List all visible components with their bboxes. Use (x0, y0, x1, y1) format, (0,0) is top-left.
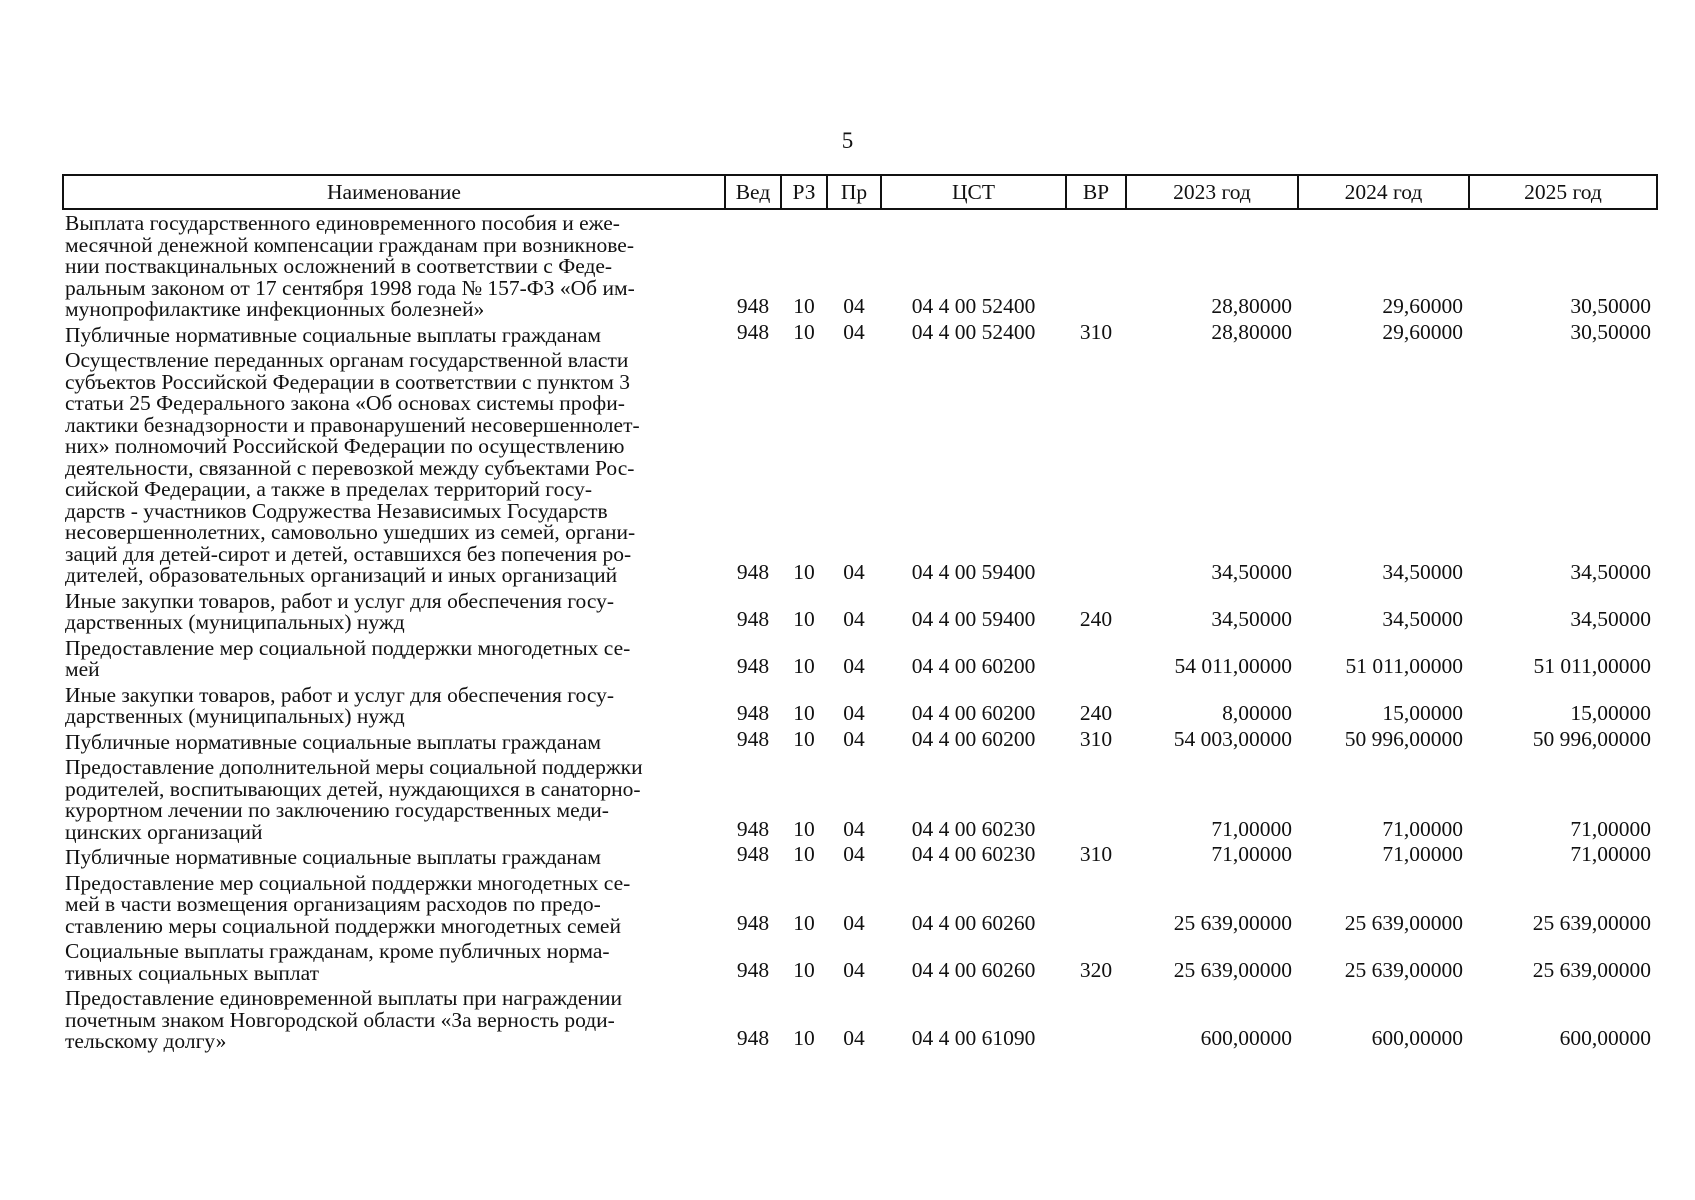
row-name-line: дарств - участников Содружества Независимых Государств (65, 498, 608, 523)
row-value-2023: 54 011,00000 (1174, 654, 1292, 678)
row-rz: 10 (793, 816, 815, 841)
row-name-line: Социальные выплаты гражданам, кроме публичных норма- (65, 939, 610, 963)
row-value-2025: 34,50000 (1570, 560, 1651, 584)
row-value-2023: 600,00000 (1200, 1026, 1292, 1050)
row-vr (1066, 347, 1126, 588)
row-name-line: мунопрофилактике инфекционных болезней» (65, 297, 485, 321)
page-number: 5 (841, 128, 854, 153)
row-value-2025: 25 639,00000 (1532, 957, 1651, 982)
row-pr: 04 (843, 910, 865, 935)
row-value-2025: 71,00000 (1570, 842, 1651, 866)
row-name-line: Предоставление мер социальной поддержки многодетных се- (65, 870, 631, 895)
row-name-line: тивных социальных выплат (65, 960, 319, 985)
row-name-line: Публичные нормативные социальные выплаты гражданам (65, 322, 601, 347)
row-rz: 10 (793, 726, 815, 751)
row-pr: 04 (843, 607, 865, 631)
header-rz: РЗ (781, 175, 827, 209)
row-value-2023: 28,80000 (1211, 294, 1292, 318)
table-row (63, 588, 1657, 635)
row-ved: 948 (736, 294, 770, 318)
row-name-line: Иные закупки товаров, работ и услуг для обеспечения госу- (65, 588, 614, 613)
row-name-line: деятельности, связанной с перевозкой между субъектами Рос- (65, 455, 635, 480)
row-vr: 310 (1079, 319, 1113, 344)
row-rz: 10 (793, 294, 815, 318)
row-value-2025: 15,00000 (1570, 701, 1651, 725)
table-row (63, 347, 1657, 588)
row-ved: 948 (736, 910, 770, 935)
row-name-line: Предоставление единовременной выплаты при награждении (65, 986, 622, 1010)
row-name (63, 635, 725, 682)
row-cst: 04 4 00 60200 (911, 726, 1036, 751)
table-row (63, 754, 1657, 844)
row-name-line: сийской Федерации, а также в пределах территорий госу- (65, 477, 593, 501)
row-name (63, 754, 725, 844)
row-name (63, 729, 725, 755)
row-pr: 04 (843, 294, 865, 318)
row-name-line: Публичные нормативные социальные выплаты гражданам (65, 729, 601, 754)
row-cst: 04 4 00 52400 (911, 294, 1036, 318)
table-row (63, 729, 1657, 755)
row-name (63, 844, 725, 870)
table-row (63, 844, 1657, 870)
row-cst: 04 4 00 59400 (911, 560, 1036, 584)
row-value-2024: 25 639,00000 (1344, 957, 1463, 982)
row-value-2024: 71,00000 (1382, 842, 1463, 866)
row-rz: 10 (793, 319, 815, 344)
row-ved: 948 (736, 842, 770, 866)
row-value-2025: 30,50000 (1570, 294, 1651, 318)
row-cst: 04 4 00 60260 (911, 957, 1036, 982)
row-name-line: лактики безнадзорности и правонарушений несовершеннолет- (65, 412, 640, 437)
row-pr: 04 (843, 319, 865, 344)
row-value-2025: 30,50000 (1570, 319, 1651, 344)
row-name (63, 985, 725, 1054)
row-name-line: почетным знаком Новгородской области «За верность роди- (65, 1007, 615, 1032)
row-cst: 04 4 00 60230 (911, 842, 1036, 866)
row-value-2025: 50 996,00000 (1532, 726, 1651, 751)
row-cst: 04 4 00 52400 (911, 319, 1036, 344)
row-vr (1066, 870, 1126, 939)
row-ved: 948 (736, 1026, 770, 1050)
header-vr: ВР (1066, 175, 1126, 209)
row-value-2024: 34,50000 (1382, 560, 1463, 584)
row-value-2025: 600,00000 (1559, 1026, 1651, 1050)
row-name-line: нии поствакцинальных осложнений в соответствии с Феде- (65, 254, 613, 278)
row-pr: 04 (843, 816, 865, 841)
row-value-2023: 8,00000 (1222, 701, 1292, 725)
row-ved: 948 (736, 319, 770, 344)
row-name (63, 322, 725, 348)
row-name-line: мей (65, 657, 100, 681)
table-row (63, 682, 1657, 729)
header-ved: Вед (725, 175, 781, 209)
header-name: Наименование (63, 175, 725, 209)
row-name-line: месячной денежной компенсации гражданам при возникнове- (65, 232, 634, 257)
row-name-line: Предоставление мер социальной поддержки многодетных се- (65, 635, 631, 660)
row-ved: 948 (736, 816, 770, 841)
row-rz: 10 (793, 957, 815, 982)
row-vr (1066, 209, 1126, 322)
row-cst: 04 4 00 60260 (911, 910, 1036, 935)
row-pr: 04 (843, 957, 865, 982)
table-row (63, 938, 1657, 985)
row-cst: 04 4 00 60230 (911, 816, 1036, 841)
table-body (63, 209, 1657, 1054)
row-name-line: Иные закупки товаров, работ и услуг для обеспечения госу- (65, 682, 614, 707)
row-cst: 04 4 00 60200 (911, 654, 1036, 678)
row-name (63, 347, 725, 588)
row-value-2023: 54 003,00000 (1173, 726, 1292, 751)
row-name-line: цинских организаций (65, 819, 263, 844)
row-vr: 240 (1079, 701, 1113, 725)
budget-table (62, 174, 1658, 1054)
row-pr: 04 (843, 701, 865, 725)
row-name-line: мей в части возмещения организациям расходов по предо- (65, 892, 601, 916)
row-rz: 10 (793, 701, 815, 725)
row-vr (1066, 985, 1126, 1054)
row-vr: 240 (1079, 607, 1113, 631)
row-name-line: Выплата государственного единовременного пособия и еже- (65, 211, 620, 235)
row-value-2023: 71,00000 (1211, 816, 1292, 841)
row-value-2025: 34,50000 (1570, 607, 1651, 631)
row-name (63, 588, 725, 635)
row-name-line: Осуществление переданных органам государственной власти (65, 348, 629, 372)
row-vr: 320 (1079, 957, 1113, 982)
row-name-line: Публичные нормативные социальные выплаты гражданам (65, 845, 601, 869)
row-vr (1066, 635, 1126, 682)
row-rz: 10 (793, 1026, 815, 1050)
row-name-line: статьи 25 Федерального закона «Об основах системы профи- (65, 391, 625, 415)
row-name-line: курортном лечении по заключению государственных меди- (65, 798, 609, 822)
row-value-2025: 51 011,00000 (1533, 654, 1651, 678)
table-row (63, 985, 1657, 1054)
row-cst: 04 4 00 59400 (911, 607, 1036, 631)
row-ved: 948 (736, 607, 770, 631)
row-value-2023: 28,80000 (1211, 319, 1292, 344)
row-value-2023: 71,00000 (1211, 842, 1292, 866)
header-2023: 2023 год (1126, 175, 1298, 209)
row-pr: 04 (843, 1026, 865, 1050)
header-cst: ЦСТ (881, 175, 1066, 209)
row-name-line: тельскому долгу» (65, 1029, 227, 1053)
row-ved: 948 (736, 701, 770, 725)
row-name (63, 938, 725, 985)
row-name-line: родителей, воспитывающих детей, нуждающихся в санаторно- (65, 776, 641, 801)
row-ved: 948 (736, 654, 770, 678)
row-cst: 04 4 00 61090 (911, 1026, 1036, 1050)
row-rz: 10 (793, 842, 815, 866)
row-value-2023: 34,50000 (1211, 607, 1292, 631)
row-rz: 10 (793, 654, 815, 678)
row-vr: 310 (1079, 842, 1113, 866)
row-value-2024: 51 011,00000 (1345, 654, 1463, 678)
table-row (63, 635, 1657, 682)
row-ved: 948 (736, 957, 770, 982)
row-value-2023: 25 639,00000 (1173, 910, 1292, 935)
row-name-line: Предоставление дополнительной меры социальной поддержки (65, 755, 643, 779)
row-name (63, 209, 725, 322)
header-2024: 2024 год (1298, 175, 1469, 209)
row-name-line: дителей, образовательных организаций и иных организаций (65, 563, 618, 587)
row-value-2024: 71,00000 (1382, 816, 1463, 841)
row-vr: 310 (1079, 726, 1113, 751)
header-pr: Пр (827, 175, 881, 209)
row-pr: 04 (843, 654, 865, 678)
row-value-2024: 29,60000 (1382, 319, 1463, 344)
row-ved: 948 (736, 560, 770, 584)
row-value-2024: 25 639,00000 (1344, 910, 1463, 935)
table-row (63, 870, 1657, 939)
row-value-2025: 71,00000 (1570, 816, 1651, 841)
row-name-line: дарственных (муниципальных) нужд (65, 704, 405, 728)
header-2025: 2025 год (1469, 175, 1657, 209)
row-value-2025: 25 639,00000 (1532, 910, 1651, 935)
row-name-line: них» полномочий Российской Федерации по осуществлению (65, 434, 625, 458)
row-value-2024: 600,00000 (1371, 1026, 1463, 1050)
row-name-line: заций для детей-сирот и детей, оставшихся без попечения ро- (65, 541, 632, 566)
table-header-row (63, 175, 1657, 209)
row-value-2024: 34,50000 (1382, 607, 1463, 631)
row-name-line: несовершеннолетних, самовольно ушедших из семей, органи- (65, 520, 636, 544)
row-name-line: субъектов Российской Федерации в соответствии с пунктом 3 (65, 369, 630, 394)
row-pr: 04 (843, 726, 865, 751)
row-name-line: ральным законом от 17 сентября 1998 года № 157-ФЗ «Об им- (65, 275, 635, 300)
row-name-line: дарственных (муниципальных) нужд (65, 610, 405, 634)
row-rz: 10 (793, 607, 815, 631)
row-rz: 10 (793, 910, 815, 935)
table-row (63, 209, 1657, 322)
row-name (63, 682, 725, 729)
row-pr: 04 (843, 560, 865, 584)
table-row (63, 322, 1657, 348)
row-name (63, 870, 725, 939)
row-ved: 948 (736, 726, 770, 751)
row-value-2023: 34,50000 (1211, 560, 1292, 584)
row-value-2023: 25 639,00000 (1173, 957, 1292, 982)
row-vr (1066, 754, 1126, 844)
row-value-2024: 15,00000 (1382, 701, 1463, 725)
row-value-2024: 50 996,00000 (1344, 726, 1463, 751)
row-value-2024: 29,60000 (1382, 294, 1463, 318)
row-cst: 04 4 00 60200 (911, 701, 1036, 725)
row-pr: 04 (843, 842, 865, 866)
row-rz: 10 (793, 560, 815, 584)
row-name-line: ставлению меры социальной поддержки многодетных семей (65, 913, 621, 938)
